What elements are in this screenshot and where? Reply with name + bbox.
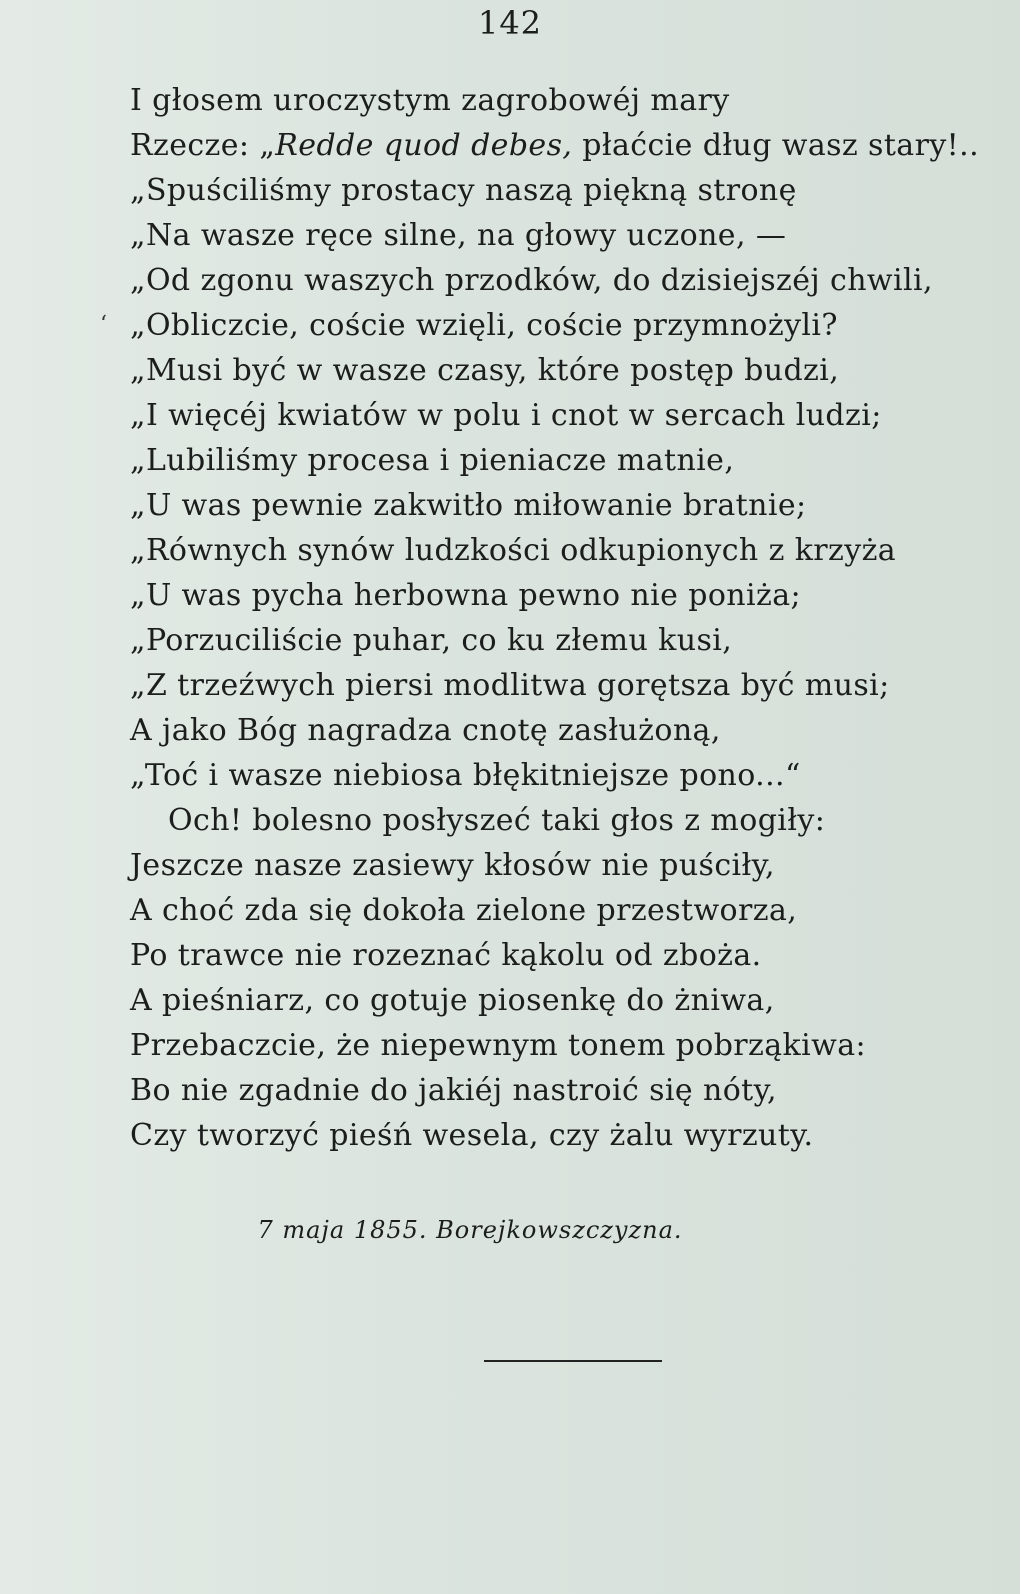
poem-line: Przebaczcie, że niepewnym tonem pobrząkiwa: bbox=[130, 1028, 866, 1063]
latin-phrase: Redde quod debes, bbox=[275, 128, 573, 163]
section-divider bbox=[484, 1360, 662, 1362]
poem-line: Bo nie zgadnie do jakiéj nastroić się nóty, bbox=[130, 1073, 777, 1108]
poem-line: Czy tworzyć pieśń wesela, czy żalu wyrzuty. bbox=[130, 1118, 814, 1153]
poem-line: Po trawce nie rozeznać kąkolu od zboża. bbox=[130, 938, 762, 973]
poem-line: Och! bolesno posłyszeć taki głos z mogiły: bbox=[168, 803, 826, 838]
date-place-signature: 7 maja 1855. Borejkowszczyzna. bbox=[257, 1216, 683, 1244]
poem-line-text: płaćcie dług wasz stary!.. bbox=[572, 128, 980, 163]
poem-line: „Obliczcie, coście wzięli, coście przymnożyli? bbox=[130, 308, 838, 343]
poem-line: „Porzuciliście puhar, co ku złemu kusi, bbox=[130, 623, 733, 658]
poem-line: „U was pewnie zakwitło miłowanie bratnie; bbox=[130, 488, 807, 523]
poem-line: „Toć i wasze niebiosa błękitniejsze pono...“ bbox=[130, 758, 801, 793]
poem-line: „Z trzeźwych piersi modlitwa gorętsza być musi; bbox=[130, 668, 890, 703]
poem-line: „Spuściliśmy prostacy naszą piękną stronę bbox=[130, 173, 797, 208]
poem-line: „I więcéj kwiatów w polu i cnot w sercach ludzi; bbox=[130, 398, 882, 433]
margin-mark: ‘ bbox=[100, 312, 107, 337]
poem-line: A choć zda się dokoła zielone przestworza, bbox=[130, 893, 798, 928]
poem-line: „Na wasze ręce silne, na głowy uczone, — bbox=[130, 218, 787, 253]
page-number: 142 bbox=[477, 4, 543, 42]
poem-line: I głosem uroczystym zagrobowéj mary bbox=[130, 83, 730, 118]
poem-line: „Od zgonu waszych przodków, do dzisiejszéj chwili, bbox=[130, 263, 933, 298]
poem-line: „Równych synów ludzkości odkupionych z krzyża bbox=[130, 533, 897, 568]
poem-line: „U was pycha herbowna pewno nie poniża; bbox=[130, 578, 802, 613]
poem-line: A pieśniarz, co gotuje piosenkę do żniwa, bbox=[130, 983, 775, 1018]
poem-line bbox=[130, 123, 1010, 168]
poem-line: Jeszcze nasze zasiewy kłosów nie puściły, bbox=[130, 848, 775, 883]
poem-line: „Lubiliśmy procesa i pieniacze matnie, bbox=[130, 443, 735, 478]
poem-line-text: Rzecze: „ bbox=[130, 128, 276, 163]
poem-body bbox=[130, 78, 1010, 1158]
poem-line: „Musi być w wasze czasy, które postęp budzi, bbox=[130, 353, 840, 388]
poem-line: A jako Bóg nagradza cnotę zasłużoną, bbox=[130, 713, 721, 748]
